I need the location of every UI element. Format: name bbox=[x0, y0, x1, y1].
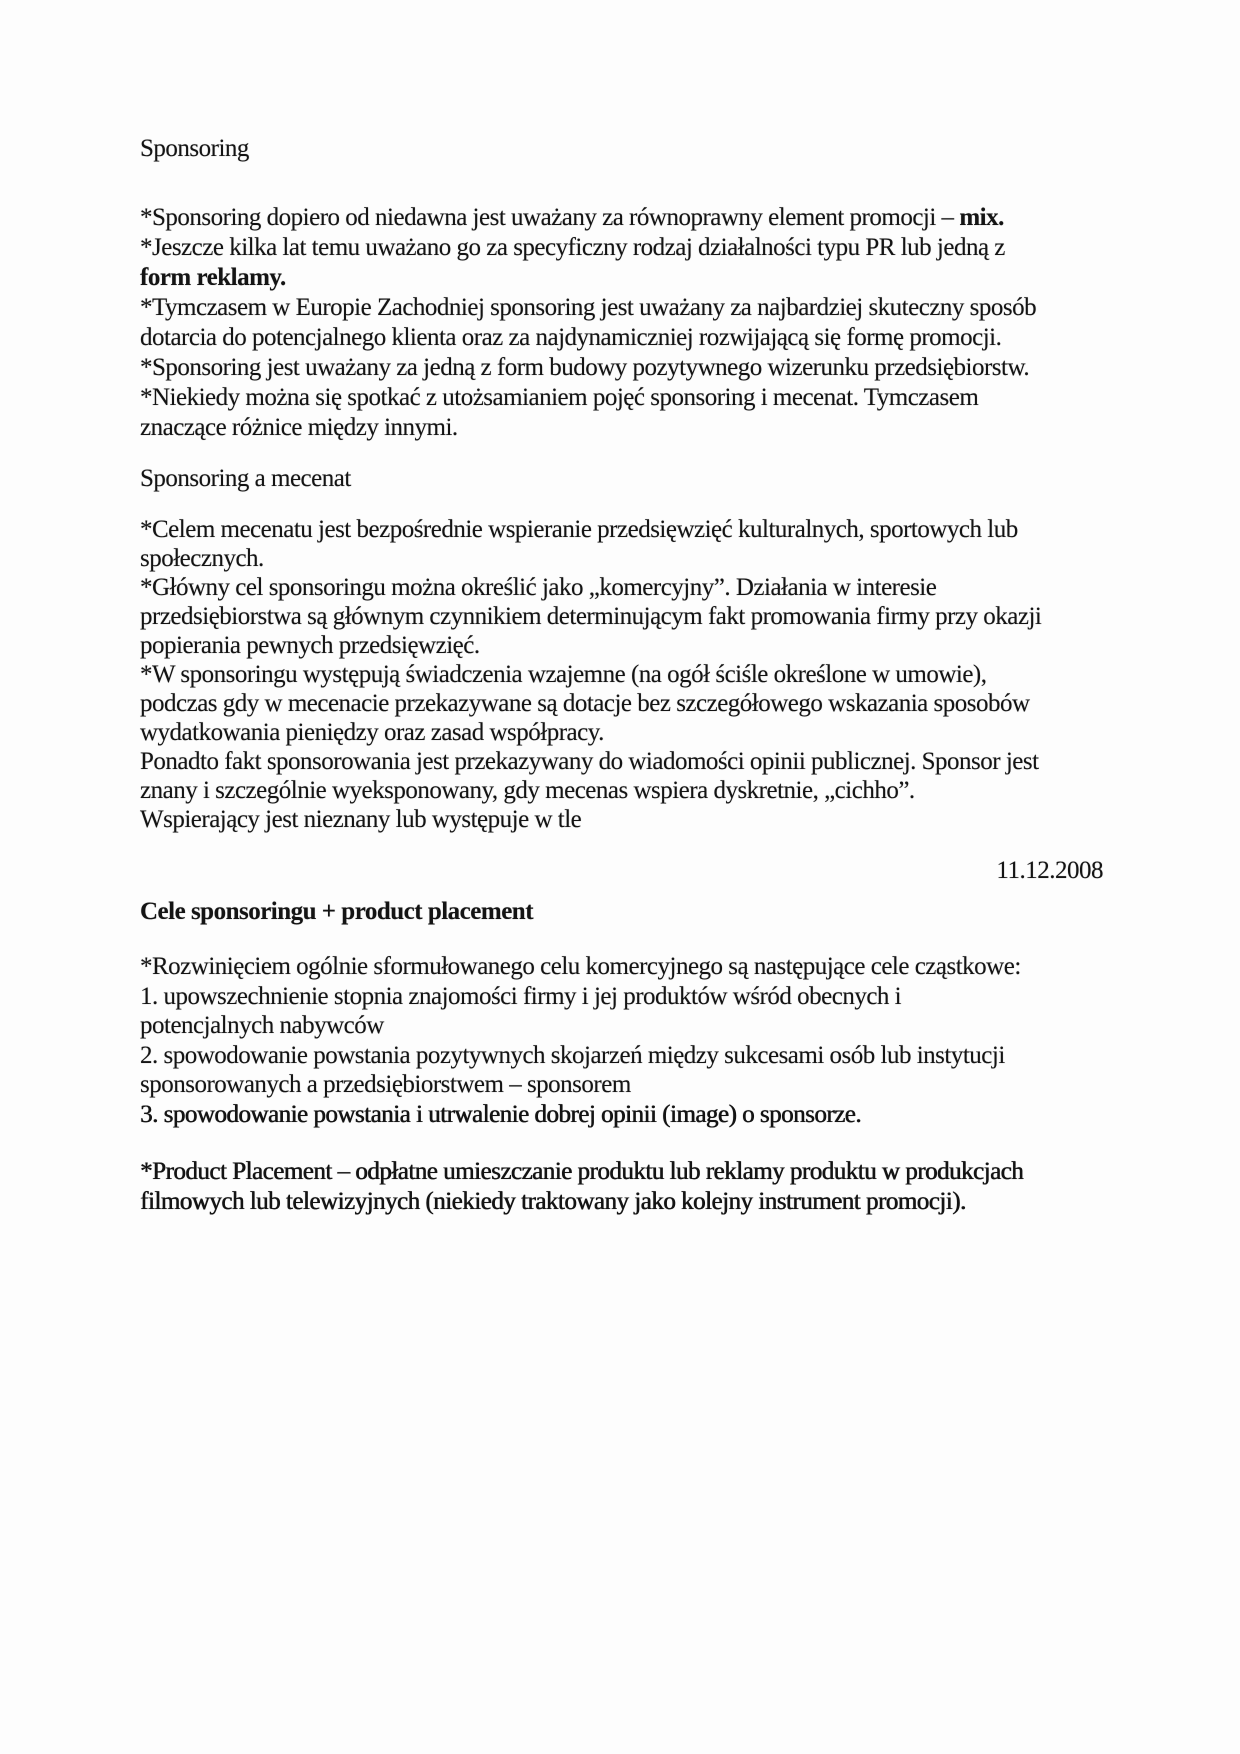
text-line: wydatkowania pieniędzy oraz zasad współpracy. bbox=[140, 719, 604, 746]
heading-block bbox=[140, 464, 1103, 494]
date-block bbox=[140, 856, 1103, 886]
text-line: *Jeszcze kilka lat temu uważano go za specyficzny rodzaj działalności typu PR lub jedną z bbox=[140, 234, 1005, 261]
date-stamp: 11.12.2008 bbox=[996, 857, 1103, 884]
section-heading-sponsoring-a-mecenat: Sponsoring a mecenat bbox=[140, 465, 351, 492]
text-line: *Rozwinięciem ogólnie sformułowanego celu komercyjnego są następujące cele cząstkowe: bbox=[140, 953, 1021, 980]
text-line: *Niekiedy można się spotkać z utożsamianiem pojęć sponsoring i mecenat. Tymczasem bbox=[140, 384, 979, 411]
text-line: *Sponsoring jest uważany za jedną z form budowy pozytywnego wizerunku przedsiębiorstw. bbox=[140, 354, 1030, 381]
text-line: *Celem mecenatu jest bezpośrednie wspieranie przedsięwzięć kulturalnych, sportowych lub bbox=[140, 516, 1018, 543]
text-line: popierania pewnych przedsięwzięć. bbox=[140, 632, 480, 659]
product-placement-paragraph bbox=[140, 1157, 1103, 1216]
text-line: dotarcia do potencjalnego klienta oraz za najdynamiczniej rozwijającą się formę promocji. bbox=[140, 324, 1002, 351]
text-line: Ponadto fakt sponsorowania jest przekazywany do wiadomości opinii publicznej. Sponsor jest bbox=[140, 748, 1039, 775]
text-line: znaczące różnice między innymi. bbox=[140, 414, 458, 441]
text-line: sponsorowanych a przedsiębiorstwem – sponsorem bbox=[140, 1071, 631, 1098]
list-item-2: 2. spowodowanie powstania pozytywnych skojarzeń między sukcesami osób lub instytucji bbox=[140, 1041, 1005, 1069]
text-line bbox=[140, 203, 1103, 233]
intro-paragraph bbox=[140, 203, 1103, 443]
list-item-1: 1. upowszechnienie stopnia znajomości firmy i jej produktów wśród obecnych i bbox=[140, 982, 902, 1010]
text-line: *W sponsoringu występują świadczenia wzajemne (na ogół ściśle określone w umowie), bbox=[140, 661, 987, 688]
text-line: znany i szczególnie wyeksponowany, gdy mecenas wspiera dyskretnie, „cichho”. bbox=[140, 777, 915, 804]
heading-block bbox=[140, 897, 1103, 927]
title-block bbox=[140, 134, 1103, 164]
text-line: Wspierający jest nieznany lub występuje w tle bbox=[140, 806, 582, 833]
text-line: przedsiębiorstwa są głównym czynnikiem determinującym fakt promowania firmy przy okazji bbox=[140, 603, 1042, 630]
text-line: *Tymczasem w Europie Zachodniej sponsoring jest uważany za najbardziej skuteczny sposób bbox=[140, 294, 1037, 321]
section-heading-cele-sponsoringu: Cele sponsoringu + product placement bbox=[140, 898, 534, 925]
text-line: *Product Placement – odpłatne umieszczanie produktu lub reklamy produktu w produkcjach bbox=[140, 1158, 1024, 1185]
goals-paragraph bbox=[140, 952, 1103, 1129]
text-segment: *Sponsoring dopiero od niedawna jest uważany za równoprawny element promocji – bbox=[140, 204, 960, 231]
text-line: filmowych lub telewizyjnych (niekiedy traktowany jako kolejny instrument promocji). bbox=[140, 1187, 966, 1215]
bold-term-mix: mix. bbox=[959, 204, 1004, 231]
list-item-3: 3. spowodowanie powstania i utrwalenie dobrej opinii (image) o sponsorze. bbox=[140, 1100, 861, 1128]
text-line: *Główny cel sponsoringu można określić jako „komercyjny”. Działania w interesie bbox=[140, 574, 937, 601]
text-line: społecznych. bbox=[140, 545, 264, 572]
document-title: Sponsoring bbox=[140, 135, 249, 162]
text-line: podczas gdy w mecenacie przekazywane są dotacje bez szczegółowego wskazania sposobów bbox=[140, 690, 1030, 717]
text-line: potencjalnych nabywców bbox=[140, 1012, 384, 1039]
text-line-bold: form reklamy. bbox=[140, 264, 286, 291]
mecenat-paragraph bbox=[140, 515, 1103, 834]
